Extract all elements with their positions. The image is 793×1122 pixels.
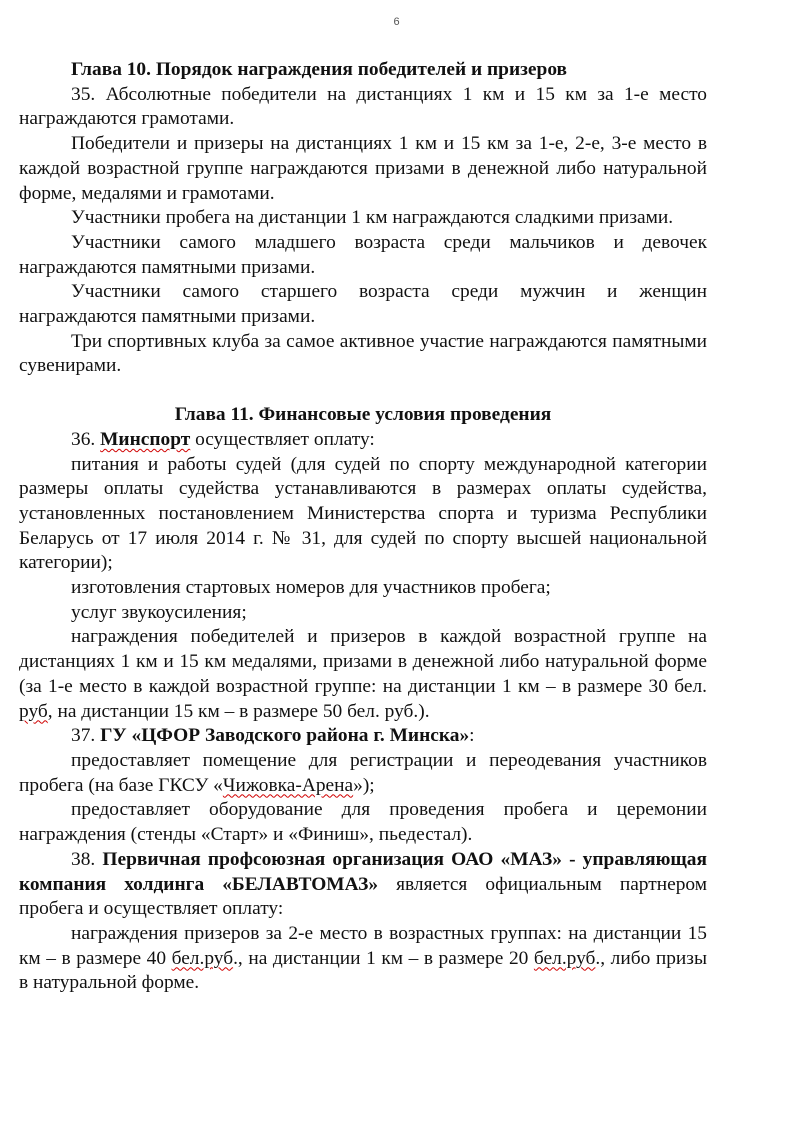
paragraph-winners: Победители и призеры на дистанциях 1 км и 15 км за 1-е, 2-е, 3-е место в каждой возрастной группе награждаются призами в денежной либо натуральной форме, медалями и грамотами. bbox=[19, 133, 707, 204]
paragraph-text: предоставляет помещение для регистрации и переодевания участников пробега (на базе ГКСУ « bbox=[19, 749, 707, 796]
document-body bbox=[19, 58, 707, 996]
paragraph-38-awards bbox=[19, 922, 707, 996]
paragraph-36-awards bbox=[19, 625, 707, 724]
clause-number: 38. bbox=[71, 848, 103, 870]
spellcheck-word: руб bbox=[19, 700, 48, 722]
paragraph-36-sound: услуг звукоусиления; bbox=[71, 601, 247, 623]
spellcheck-word: бел.руб bbox=[533, 947, 596, 969]
paragraph-36-numbers: изготовления стартовых номеров для участников пробега; bbox=[71, 577, 551, 599]
clause-number: 37. bbox=[71, 725, 101, 747]
paragraph-36-judges: питания и работы судей (для судей по спорту международной категории размеры оплаты судейства устанавливаются в размерах оплаты судейства, установленных постановлением Министерства спорта и туризма Республики Беларусь от 17 июля 2014 г. № 31, для судей по спорту высшей национальной категории); bbox=[19, 453, 707, 574]
chapter-11-heading: Глава 11. Финансовые условия проведения bbox=[174, 404, 552, 426]
paragraph-36 bbox=[19, 428, 707, 453]
organization-name: Первичная профсоюзная организация ОАО «МАЗ» - управляющая компания холдинга «БЕЛАВТОМАЗ» bbox=[19, 848, 707, 895]
paragraph-text: является официальным партнером пробега и осуществляет оплату: bbox=[19, 873, 707, 920]
paragraph-text: ., либо призы в натуральной форме. bbox=[19, 947, 707, 994]
chapter-10-heading: Глава 10. Порядок награждения победителей и призеров bbox=[71, 59, 568, 80]
ministry-name: Минспорт bbox=[100, 428, 191, 450]
paragraph-35: 35. Абсолютные победители на дистанциях 1 км и 15 км за 1-е место награждаются грамотами. bbox=[19, 83, 707, 130]
paragraph-text: : bbox=[469, 725, 475, 747]
paragraph-text: ., на дистанции 1 км – в размере 20 bbox=[233, 947, 534, 969]
paragraph-text: »); bbox=[353, 774, 375, 796]
paragraph-38 bbox=[19, 848, 707, 922]
paragraph-37 bbox=[19, 724, 707, 749]
page-number: 6 bbox=[393, 16, 400, 28]
paragraph-1km-participants: Участники пробега на дистанции 1 км награждаются сладкими призами. bbox=[71, 207, 674, 229]
organization-name: ГУ «ЦФОР Заводского района г. Минска» bbox=[100, 725, 470, 747]
paragraph-37-premises bbox=[19, 749, 707, 798]
spellcheck-word: Чижовка-Арена bbox=[222, 774, 354, 796]
paragraph-text: награждения победителей и призеров в каждой возрастной группе на дистанциях 1 км и 15 км медалями, призами в денежной либо натуральной форме (за 1-е место в каждой возрастной группе: на дистанции 1 км – в размере 30 бел. bbox=[19, 626, 707, 697]
clause-number: 36. bbox=[71, 428, 101, 450]
paragraph-youngest: Участники самого младшего возраста среди мальчиков и девочек награждаются памятными призами. bbox=[19, 231, 707, 278]
spellcheck-word: бел.руб bbox=[171, 947, 234, 969]
paragraph-oldest: Участники самого старшего возраста среди мужчин и женщин награждаются памятными призами. bbox=[19, 281, 707, 328]
paragraph-clubs: Три спортивных клуба за самое активное участие награждаются памятными сувенирами. bbox=[19, 330, 707, 377]
paragraph-text: осуществляет оплату: bbox=[190, 428, 375, 450]
paragraph-text: , на дистанции 15 км – в размере 50 бел. руб.). bbox=[47, 700, 430, 722]
paragraph-text: награждения призеров за 2-е место в возрастных группах: на дистанции 15 км – в размере 40 bbox=[19, 922, 707, 969]
paragraph-37-equipment: предоставляет оборудование для проведения пробега и церемонии награждения (стенды «Старт» и «Финиш», пьедестал). bbox=[19, 799, 707, 846]
